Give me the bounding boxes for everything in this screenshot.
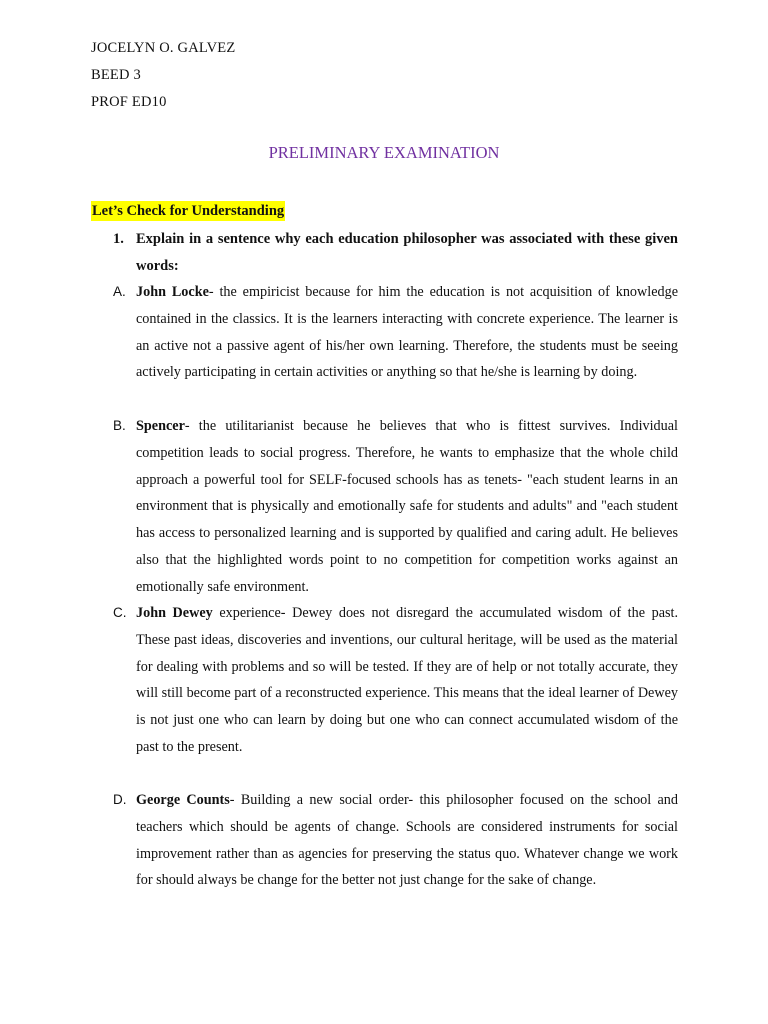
- item-body: [136, 279, 678, 386]
- question-1: [113, 226, 678, 280]
- item-body: [136, 413, 678, 601]
- question-text: Explain in a sentence why each education philosopher was associated with these given words:: [136, 231, 678, 274]
- exam-title: PRELIMINARY EXAMINATION: [268, 143, 500, 162]
- item-text: experience- Dewey does not disregard the accumulated wisdom of the past. These past ideas, discoveries and inventions, our cultural heritage, will be used as the material for dealing with problems and so will be tested. If they are of help or not totally accurate, they will still become part of a reconstructed experience. This means that the ideal learner of Dewey is not just one who can learn by doing but one who can connect accumulated wisdom of the past to the present.: [136, 605, 678, 755]
- philosopher-name: George Counts: [136, 792, 230, 808]
- student-name: JOCELYN O. GALVEZ: [91, 40, 236, 56]
- answer-item-c: [113, 600, 678, 761]
- student-header: [91, 35, 235, 116]
- answer-item-a: [113, 279, 678, 386]
- philosopher-name: Spencer: [136, 418, 185, 434]
- student-course: BEED 3: [91, 67, 141, 83]
- section-heading: Let’s Check for Understanding: [92, 203, 285, 219]
- item-body: [136, 600, 678, 761]
- item-letter: D.: [113, 792, 127, 807]
- student-subject: PROF ED10: [91, 94, 167, 110]
- item-letter: C.: [113, 605, 127, 620]
- item-letter: A.: [113, 284, 126, 299]
- answer-item-b: [113, 413, 678, 601]
- item-text: - the empiricist because for him the education is not acquisition of knowledge contained in the classics. It is the learners interacting with concrete experience. The learner is an active not a passive agent of his/her own learning. Therefore, the students must be seeing actively participating in certain activities or anything so that he/she is learning by doing.: [136, 284, 678, 381]
- philosopher-name: John Dewey: [136, 605, 213, 621]
- answer-item-d: [113, 787, 678, 894]
- question-number: 1.: [113, 231, 124, 247]
- item-letter: B.: [113, 418, 126, 433]
- item-body: [136, 787, 678, 894]
- philosopher-name: John Locke: [136, 284, 209, 300]
- item-text: - the utilitarianist because he believes that who is fittest survives. Individual competition leads to social progress. Therefore, he wants to emphasize that the whole child approach a powerful tool for SELF-focused schools has as tenets- "each student learns in an environment that is physically and emotionally safe for students and adults" and "each student has access to personalized learning and is supported by qualified and caring adult. He believes also that the highlighted words point to no competition for competition works against an emotionally safe environment.: [136, 418, 678, 595]
- item-text: - Building a new social order- this philosopher focused on the school and teachers which should be agents of change. Schools are considered instruments for social improvement rather than as agencies for preserving the status quo. Whatever change we work for should always be change for the better not just change for the sake of change.: [136, 792, 678, 889]
